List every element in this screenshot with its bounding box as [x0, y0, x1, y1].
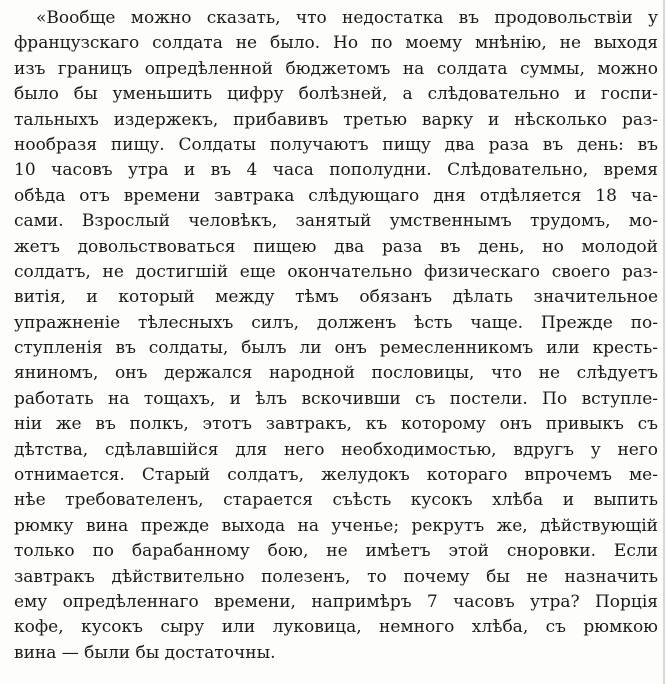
text-line-6: нообразя пищу. Солдаты получаютъ пищу два раза въ день: въ: [14, 134, 658, 155]
text-line-19: отнимается. Старый солдатъ, желудокъ котораго впрочемъ ме-: [14, 465, 658, 486]
text-line-9: сами. Взрослый человѣкъ, занятый умственнымъ трудомъ, мо-: [14, 211, 658, 232]
text-line-24: ему опредѣленнаго времени, напримѣръ 7 часовъ утра? Порція: [14, 591, 658, 612]
text-line-7: 10 часовъ утра и въ 4 часа пополудни. Слѣдовательно, время: [14, 160, 658, 181]
text-line-21: рюмку вина прежде выхода на ученье; рекрутъ же, дѣйствующій: [14, 515, 658, 536]
text-line-18: дѣтства, сдѣлавшійся для него необходимостью, вдругъ у него: [14, 439, 658, 460]
text-line-5: тальныхъ издержекъ, прибавивъ третью варку и нѣсколько раз-: [14, 109, 658, 130]
text-line-3: изъ границъ опредѣленной бюджетомъ на солдата суммы, можно: [14, 58, 658, 79]
text-line-4: было бы уменьшить цифру болѣзней, а слѣдовательно и госпи-: [14, 84, 658, 105]
text-line-1: «Вообще можно сказать, что недостатка въ продовольствіи у: [36, 8, 658, 28]
text-line-26: вина — были бы достаточны.: [14, 642, 276, 663]
text-line-20: нѣе требователенъ, старается съѣсть кусокъ хлѣба и выпить: [14, 490, 658, 511]
text-line-10: жетъ довольствоваться пищею два раза въ день, но молодой: [14, 236, 658, 257]
paragraph: [14, 6, 658, 666]
text-line-14: ступленія въ солдаты, былъ ли онъ ремесленникомъ или кресть-: [14, 338, 658, 359]
page-edge-rule: [663, 0, 665, 684]
text-line-22: только по барабанному бою, не имѣетъ этой сноровки. Если: [14, 541, 658, 562]
text-line-8: обѣда отъ времени завтрака слѣдующаго дня отдѣляется 18 ча-: [14, 185, 658, 206]
text-line-2: французскаго солдата не было. Но по моему мнѣнію, не выходя: [14, 33, 658, 54]
text-line-11: солдатъ, не достигшій еще окончательно физическаго своего раз-: [14, 261, 658, 282]
text-line-16: работать на тощахъ, и ѣлъ вскочивши съ постели. По вступле-: [14, 388, 658, 409]
text-line-17: ніи же въ полкъ, этотъ завтракъ, къ которому онъ привыкъ съ: [14, 414, 658, 435]
text-line-13: упражненіе тѣлесныхъ силъ, долженъ ѣсть чаще. Прежде по-: [14, 312, 658, 333]
text-line-25: кофе, кусокъ сыру или луковица, немного хлѣба, съ рюмкою: [14, 617, 658, 638]
text-line-12: витія, и который между тѣмъ обязанъ дѣлать значительное: [14, 287, 658, 308]
text-line-23: завтракъ дѣйствительно полезенъ, то почему бы не назначить: [14, 566, 658, 587]
text-line-15: яниномъ, онъ держался народной пословицы, что не слѣдуетъ: [14, 363, 658, 384]
